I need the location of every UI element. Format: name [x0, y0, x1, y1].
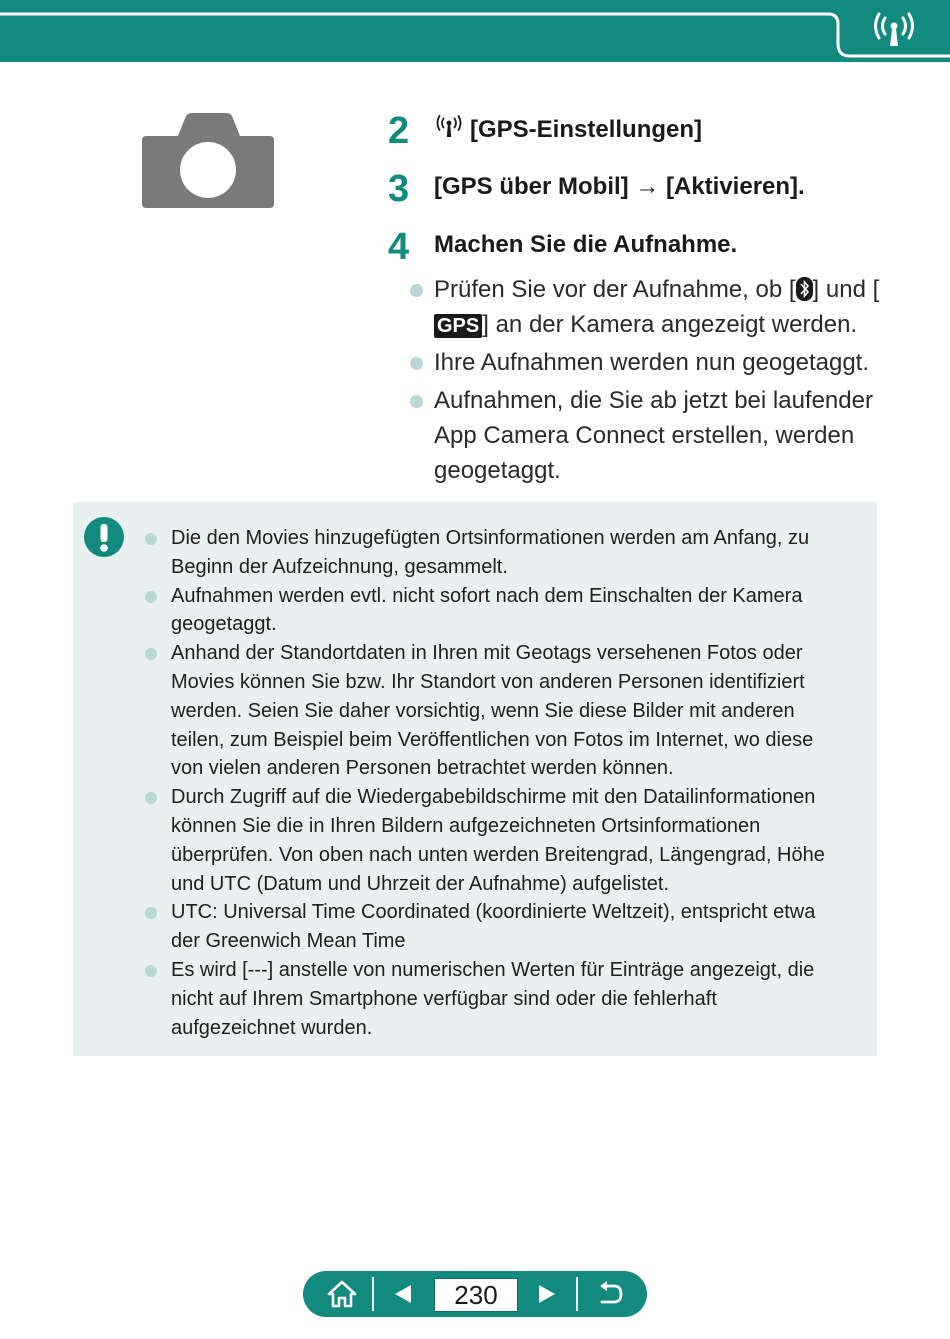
caution-icon [83, 516, 125, 558]
previous-page-button[interactable] [385, 1271, 421, 1317]
step-number: 3 [388, 168, 410, 210]
bullet-icon [145, 591, 157, 603]
list-item: Ihre Aufnahmen werden nun geogetaggt. [408, 345, 888, 380]
list-item: Durch Zugriff auf die Wiedergabebildschirme mit den Datailinformationen können Sie die in Ihren Bildern aufgezeichneten Ortsinformationen überprüfen. Von oben nach unten werden Breitengrad, Längengrad, Höhe und UTC (Datum und Uhrzeit der Aufnahme) aufgelistet. [145, 783, 845, 898]
header-bar [0, 0, 950, 64]
list-item: Die den Movies hinzugefügten Ortsinformationen werden am Anfang, zu Beginn der Aufzeichnung, gesammelt. [145, 524, 845, 582]
home-button[interactable] [321, 1271, 363, 1317]
divider [576, 1277, 578, 1311]
caution-list [145, 524, 845, 1042]
list-item: Aufnahmen, die Sie ab jetzt bei laufender App Camera Connect erstellen, werden geogetaggt. [408, 383, 888, 488]
bullet-icon [145, 907, 157, 919]
bullet-icon [410, 284, 423, 297]
prev-arrow-icon [392, 1283, 414, 1305]
camera-icon [140, 112, 276, 210]
list-item: Aufnahmen werden evtl. nicht sofort nach dem Einschalten der Kamera geogetaggt. [145, 582, 845, 640]
bullet-icon [145, 648, 157, 660]
step-4-bullets [408, 272, 888, 491]
back-button[interactable] [589, 1271, 631, 1317]
wireless-icon [434, 115, 464, 146]
list-item: Prüfen Sie vor der Aufnahme, ob [ ] und [GPS ] an der Kamera angezeigt werden. [408, 272, 888, 342]
next-page-button[interactable] [529, 1271, 565, 1317]
step-label: Machen Sie die Aufnahme. [434, 231, 738, 258]
wireless-icon [870, 12, 918, 52]
bullet-icon [410, 357, 423, 370]
page-navigation [303, 1271, 647, 1317]
step-label: [GPS-Einstellungen] [470, 115, 703, 143]
divider [372, 1277, 374, 1311]
list-item: Es wird [---] anstelle von numerischen Werten für Einträge angezeigt, die nicht auf Ihrem Smartphone verfügbar sind oder die fehlerhaft aufgezeichnet wurden. [145, 956, 845, 1042]
bullet-icon [145, 792, 157, 804]
caution-box [73, 502, 877, 1056]
bluetooth-icon [796, 277, 813, 301]
bullet-icon [145, 965, 157, 977]
step-label: [GPS über Mobil] → [Aktivieren]. [434, 173, 805, 200]
page-number[interactable]: 230 [434, 1278, 518, 1312]
return-icon [596, 1281, 624, 1307]
next-arrow-icon [536, 1283, 558, 1305]
list-item: UTC: Universal Time Coordinated (koordinierte Weltzeit), entspricht etwa der Greenwich Mean Time [145, 898, 845, 956]
step-number: 2 [388, 110, 410, 152]
gps-icon: GPS [434, 314, 482, 338]
bullet-icon [410, 395, 423, 408]
step-number: 4 [388, 226, 410, 268]
home-icon [327, 1280, 357, 1308]
list-item: Anhand der Standortdaten in Ihren mit Geotags versehenen Fotos oder Movies können Sie bzw. Ihr Standort von anderen Personen identifiziert werden. Seien Sie daher vorsichtig, wenn Sie diese Bilder mit anderen teilen, zum Beispiel beim Veröffentlichen von Fotos im Internet, wo diese von vielen anderen Personen betrachtet werden können. [145, 639, 845, 783]
bullet-icon [145, 533, 157, 545]
